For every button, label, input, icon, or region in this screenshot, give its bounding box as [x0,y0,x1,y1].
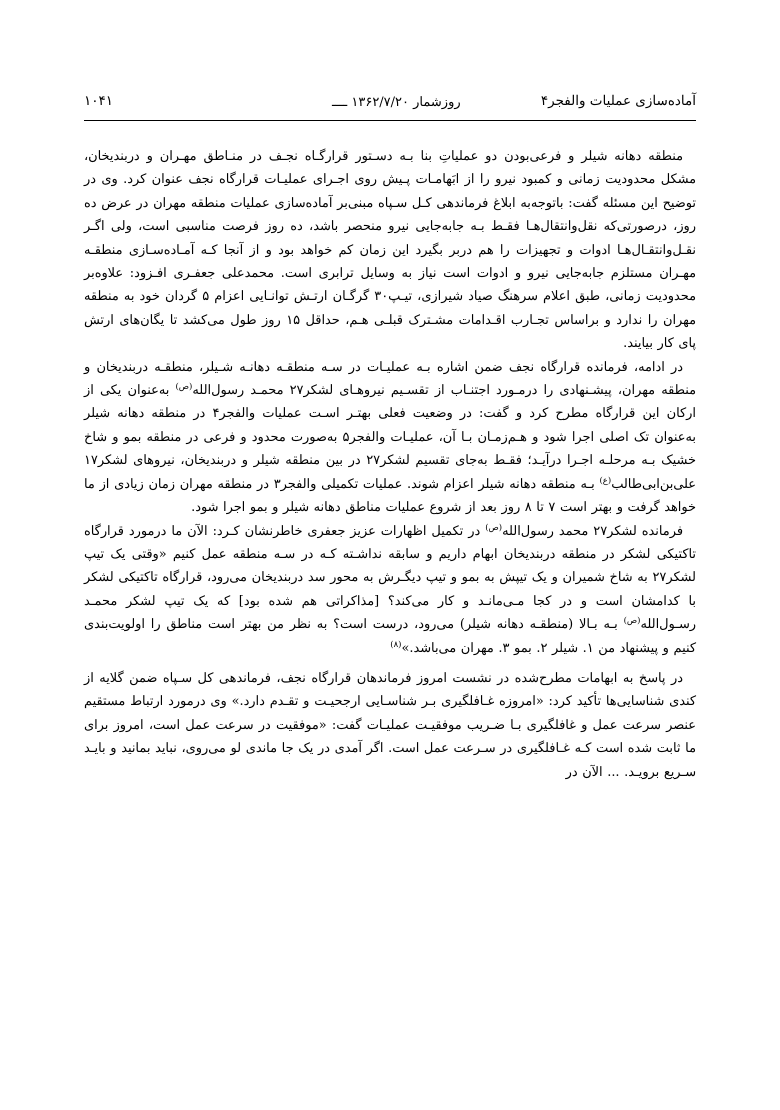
footnote-reference[interactable]: (۸) [390,639,402,650]
paragraph-3-part-3: بـه بـالا (منطقـه دهانه شیلر) می‌رود، درست است؟ به نظر من بهتر است مناطق را اولویت‌بندی کنیم و پیشنهاد من ۱. شیلر ۲. بمو ۳. مهران می‌باشد.» [84,617,696,656]
paragraph-2 [84,356,696,520]
paragraph-1: منطقه دهانه شیلر و فرعی‌بودن دو عملیاتِ بنا بـه دسـتور قرارگـاه نجـف در منـاطق مهـران و دربندیخان، مشکل محدودیت زمانی و کمبود نیرو را از ابَهامـات پـیش روی اجـرای عملیـات قرارگاه نجف عنوان کرد. وی در توضیح این مسئله گفت: باتوجه‌به ابلاغ فرماندهی کـل سـپاه مبنی‌بر آماده‌سازی عملیات منطقه مهران در عرض ده روز، درصورتی‌که نقل‌وانتقال‌هـا فقـط بـه جابه‌جایی نیرو منحصر باشد، ده روز فرصت مناسبی است، ولی اگـر نقـل‌وانتقـال‌هـا ادوات و تجهیزات را هم دربر بگیرد این زمان کم خواهد بود و از آنجا کـه آمـاده‌سـازی منطقـه مهـران مستلزم جابه‌جایی نیرو و ادوات است نیاز به وسایل ترابری است. محمدعلی جعفـری افـزود: علاوه‌بر محدودیت زمانی، طبق اعلام سرهنگ صیاد شیرازی، تیـپ۳۰ گرگـان ارتـش توانـایی اعزام ۵ گردان خود به منطقه مهران را ندارد و براساس تجـارب اقـدامات مشـترک قبلـی هـم، حداقل ۱۵ روز طول می‌کشد تا یگان‌های ارتش پای کار بیایند. [84,149,696,352]
honorific-superscript: (ص) [623,616,641,627]
diary-date: روزشمار ۱۳۶۲/۷/۲۰ ــــ [332,95,461,110]
paragraph-4: در پاسخ به ابهامات مطرح‌شده در نشست امروز فرماندهان قرارگاه نجف، فرماندهی کل سـپاه ضمن گلایه از کندی شناسایی‌ها تأکید کرد: «امروزه غـافلگیری بـر شناسـایی ارجحیـت و تقـدم دارد.» وی درمورد ارتباط مستقیم عنصر سرعت عمل و غافلگیری بـا ضـریب موفقیـت عملیـات گفت: «موفقیت در سرعت عمل است، امروز برای ما ثابت شده است کـه غـافلگیری در سـرعت عمل است. اگر آمدی در یک جا ماندی لو می‌روی، نباید بمانید و بایـد سـریع برویـد. ... الآن در [84,670,696,780]
honorific-superscript: (ع) [599,475,612,486]
paragraph-2-part-2: به‌عنوان یکی از ارکان این قرارگاه مطرح کرد و گفت: در وضعیت فعلی بهتـر اسـت عملیات والفجر۴ در منطقه دهانه شیلر به‌عنوان تک اصلی اجرا شود و هـم‌زمـان بـا آن، عملیـات والفجر۵ به‌صورت محدود و فرعی در منطقه بمو و شاخ خشیک بـه مرحلـه اجـرا درآیـد؛ فقـط به‌جای تقسیم لشکر۲۷ در بین منطقه شیلر و دربندیخان، نیروهای لشکر۱۷ علی‌بن‌ابی‌طالب [84,383,696,492]
paragraph-2-part-1: در ادامه، فرمانده قرارگاه نجف ضمن اشاره بـه عملیـات در سـه منطقـه دهانـه شـیلر، منطقـه دربندیخان و منطقه مهران، پیشـنهادی را درمـورد اجتنـاب از تقسـیم نیروهـای لشکر۲۷ محمـد رسول‌الله [84,359,696,399]
honorific-superscript: (ص) [485,522,503,533]
book-title: آماده‌سازی عملیات والفجر۴ [540,93,696,109]
running-header [84,93,696,115]
paragraph-2-part-3: بـه منطقه دهانه شیلر اعزام شوند. عملیات تکمیلی والفجر۳ در منطقه مهران زمان زیادی از ما خواهد گرفت و بهتر است ۷ تا ۸ روز بعد از شروع عملیات مناطق دهانه شیلر و بمو اجرا شود. [84,476,696,516]
paragraph-3-part-1: فرمانده لشکر۲۷ محمد رسول‌الله [502,523,683,539]
header-divider [84,120,696,121]
page-number: ۱۰۴۱ [84,93,114,109]
honorific-superscript: (ص) [175,382,193,393]
paragraph-3-part-2: در تکمیل اظهارات عزیز جعفری خاطرنشان کـرد: الآن ما درمورد قرارگاه تاکتیکی لشکر در منطقه دربندیخان ابهام داریم و سابقه نداشـته کـه در سـه منطقه عمل کنیم «وقتی یک تیپ لشکر۲۷ به شاخ شمیران و یک تیپش به بمو و تیپ دیگـرش به محور سد دربندیخان می‌رود، قرارگاه تاکتیکی لشکر با کدامشان است و در کجا مـی‌مانـد و کار می‌کند؟ [مذاکراتی هم شده بود] که یک تیپ لشکر محمـد رسـول‌الله [84,523,696,633]
body-text [84,145,696,784]
paragraph-3 [84,520,696,660]
